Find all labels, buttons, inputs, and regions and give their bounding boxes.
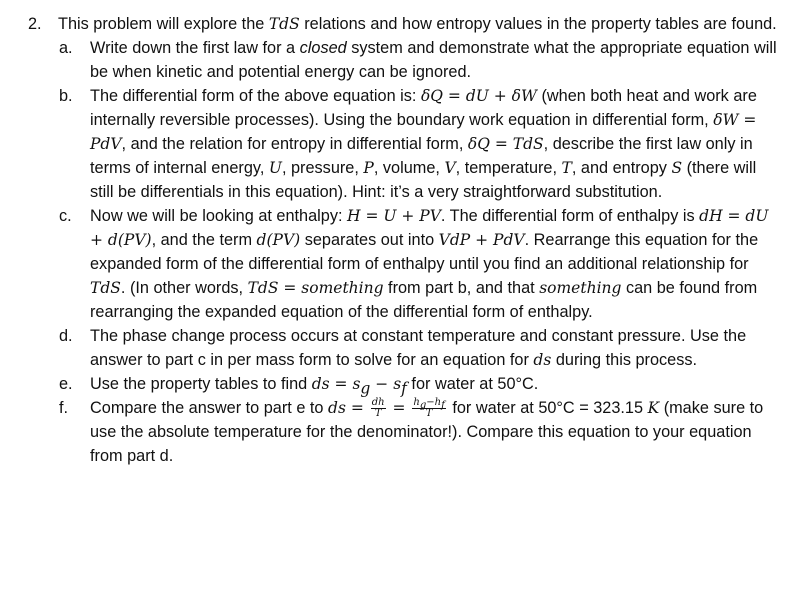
part-text-segment: Now we will be looking at enthalpy:	[90, 207, 348, 225]
problem-part-b	[28, 84, 784, 204]
part-label: f.	[59, 399, 69, 417]
part-text-segment: . Rearrange this equation for the expanded form of the differential form of enthalpy until you find an additional relationship for	[90, 231, 759, 273]
math-expression: S	[671, 159, 683, 177]
math-expression: VdP + PdV	[438, 231, 525, 249]
part-text	[90, 36, 784, 84]
intro-math-tds: TdS	[268, 15, 300, 33]
problem-body	[58, 12, 784, 36]
part-text-segment: The differential form of the above equation is:	[90, 87, 421, 105]
math-expression: TdS = something	[247, 279, 384, 297]
problem-part-c	[28, 204, 784, 324]
math-fraction	[371, 398, 386, 419]
problem-2	[28, 12, 784, 36]
part-text	[90, 396, 784, 468]
part-text-segment: (there will still be differentials in this equation). Hint: it’s a very straightforward substitution.	[90, 159, 757, 201]
part-label: e.	[59, 375, 73, 393]
part-text-segment: , temperature,	[455, 159, 562, 177]
part-label: c.	[59, 207, 72, 225]
part-text-segment: The phase change process occurs at constant temperature and constant pressure. Use the answer to part c in per mass form to solve for an equation for	[90, 327, 747, 369]
math-expression: V	[444, 159, 456, 177]
math-expression: ds	[533, 351, 552, 369]
part-text	[90, 324, 784, 372]
math-expression: TdS	[90, 279, 121, 297]
math-expression: dH = dU + d(PV)	[90, 207, 769, 249]
math-expression: K	[647, 399, 660, 417]
math-expression: U	[268, 159, 282, 177]
part-text-segment: during this process.	[551, 351, 698, 369]
math-expression: =	[387, 399, 411, 417]
fraction-numerator: $h_g-h_f$	[413, 397, 445, 412]
math-expression: δQ = dU + δW	[420, 87, 537, 105]
fraction-numerator: dh	[371, 397, 385, 409]
part-text-segment: system and demonstrate what the appropriate equation will be when kinetic and potential energy can be ignored.	[90, 39, 777, 81]
part-label: b.	[59, 87, 73, 105]
math-expression: δQ = TdS	[467, 135, 544, 153]
intro-text-1: This problem will explore the	[58, 15, 269, 33]
math-expression: H = U + PV	[347, 207, 441, 225]
problem-number: 2.	[28, 15, 42, 33]
math-fraction	[412, 398, 445, 419]
math-expression: ds =	[328, 399, 369, 417]
emphasis-text: closed	[299, 39, 347, 57]
math-subscript: g	[360, 379, 371, 398]
problem-part-d	[28, 324, 784, 372]
math-expression: T	[561, 159, 572, 177]
math-expression: d(PV)	[256, 231, 301, 249]
part-text-segment: separates out into	[300, 231, 439, 249]
part-text-segment: Use the property tables to find	[90, 375, 312, 393]
math-expression: − s	[370, 375, 402, 393]
part-text-segment: , and entropy	[571, 159, 672, 177]
fraction-denominator: T	[374, 408, 382, 420]
part-text-segment: for water at 50°C.	[406, 375, 539, 393]
part-text-segment: for water at 50°C = 323.15	[447, 399, 648, 417]
part-text-segment: (make sure to use the absolute temperature for the denominator!). Compare this equation to your equation from part d.	[90, 399, 764, 465]
part-text	[90, 84, 784, 204]
problem-part-e	[28, 372, 784, 396]
problem-part-f	[28, 396, 784, 468]
part-text-segment: . The differential form of enthalpy is	[440, 207, 700, 225]
part-text	[90, 372, 784, 396]
part-text-segment: Write down the first law for a	[90, 39, 300, 57]
math-expression: P	[363, 159, 374, 177]
fraction-denominator: T	[425, 408, 433, 420]
math-expression: δW = PdV	[90, 111, 757, 153]
part-text-segment: can be found from rearranging the expanded equation of the differential form of enthalpy.	[90, 279, 758, 321]
math-expression: ds = s	[311, 375, 361, 393]
part-text-segment: , describe the first law only in terms of internal energy,	[90, 135, 753, 177]
part-text-segment: , and the term	[151, 231, 257, 249]
part-text-segment: . (In other words,	[120, 279, 248, 297]
part-text-segment: , and the relation for entropy in differential form,	[121, 135, 468, 153]
problem-intro	[58, 12, 784, 36]
part-text	[90, 204, 784, 324]
math-expression: something	[539, 279, 622, 297]
part-text-segment: Compare the answer to part e to	[90, 399, 329, 417]
math-subscript: f	[401, 379, 407, 398]
problem-part-a	[28, 36, 784, 84]
intro-text-2: relations and how entropy values in the property tables are found.	[299, 15, 777, 33]
part-text-segment: from part b, and that	[383, 279, 540, 297]
problem-parts-list	[28, 36, 784, 468]
part-label: a.	[59, 39, 73, 57]
part-label: d.	[59, 327, 73, 345]
part-text-segment: (when both heat and work are internally reversible processes). Using the boundary work equation in differential form,	[90, 87, 757, 129]
part-text-segment: , pressure,	[281, 159, 364, 177]
part-text-segment: , volume,	[373, 159, 445, 177]
